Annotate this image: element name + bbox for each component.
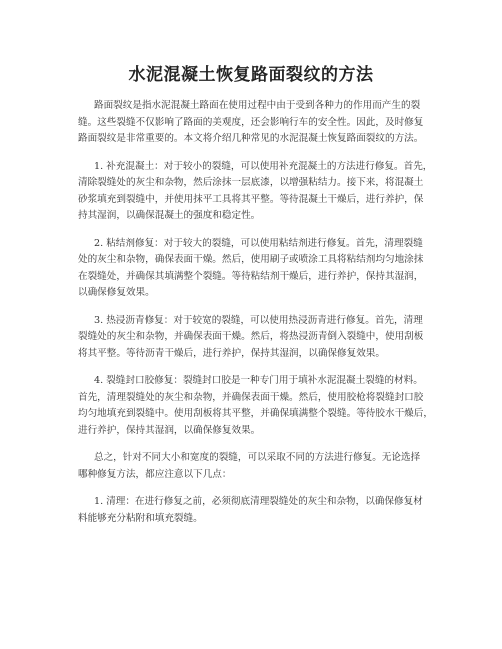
paragraph-line: 路面裂纹是指水泥混凝土路面在使用过程中由于受到各种力的作用而产生的裂 [94,100,421,111]
paragraph-line: 进行养护，保持其湿润，以确保修复效果。 [78,424,261,436]
paragraph [0,236,502,302]
paragraph-line: 哪种修复方法，都应注意以下几点： [78,468,232,480]
paragraph-line: 将其平整。等待沥青干燥后，进行养护，保持其湿润，以确保修复效果。 [78,347,385,359]
paragraph [0,313,502,363]
paragraph-line: 砂浆填充到裂缝中，并使用抹平工具将其平整。等待混凝土干燥后，进行养护，保 [78,193,424,205]
paragraph-line: 裂缝处的灰尘和杂物，并确保表面干燥。然后，将热浸沥青倒入裂缝中，使用刮板 [78,331,424,342]
document-title: 水泥混凝土恢复路面裂纹的方法 [128,65,374,85]
paragraph-line: 首先，清理裂缝处的灰尘和杂物，并确保表面干燥。然后，使用胶枪将裂缝封口胶 [78,391,424,403]
paragraph [0,98,502,148]
paragraph-line: 1. 补充混凝土：对于较小的裂缝，可以使用补充混凝土的方法进行修复。首先， [94,160,433,172]
paragraph-line: 处的灰尘和杂物，确保表面干燥。然后，使用刷子或喷涂工具将粘结剂均匀地涂抹 [78,254,424,265]
paragraph-line: 料能够充分粘附和填充裂缝。 [78,512,203,524]
paragraph-line: 4. 裂缝封口胶修复：裂缝封口胶是一种专门用于填补水泥混凝土裂缝的材料。 [94,375,423,386]
paragraph [0,373,502,439]
paragraph-line: 1. 清理：在进行修复之前，必须彻底清理裂缝处的灰尘和杂物，以确保修复材 [94,496,423,507]
paragraph-line: 以确保修复效果。 [78,287,155,298]
paragraph [0,450,502,483]
paragraph-line: 持其湿润，以确保混凝土的强度和稳定性。 [78,210,261,221]
paragraph-line: 2. 粘结剂修复：对于较大的裂缝，可以使用粘结剂进行修复。首先，清理裂缝 [94,237,423,249]
paragraph-line: 3. 热浸沥青修复：对于较宽的裂缝，可以使用热浸沥青进行修复。首先，清理 [94,314,423,326]
paragraph [0,494,502,527]
paragraph-line: 缝。这些裂缝不仅影响了路面的美观度，还会影响行车的安全性。因此，及时修复 [78,116,424,128]
paragraph-line: 清除裂缝处的灰尘和杂物，然后涂抹一层底漆，以增强粘结力。接下来，将混凝土 [78,177,424,188]
paragraph-line: 路面裂纹是非常重要的。本文将介绍几种常见的水泥混凝土恢复路面裂纹的方法。 [78,133,424,144]
paragraph-line: 总之，针对不同大小和宽度的裂缝，可以采取不同的方法进行修复。无论选择 [94,452,421,463]
paragraph [0,159,502,225]
paragraph-line: 均匀地填充到裂缝中。使用刮板将其平整，并确保填满整个裂缝。等待胶水干燥后， [78,408,433,419]
document-body [0,98,502,538]
paragraph-line: 在裂缝处，并确保其填满整个裂缝。等待粘结剂干燥后，进行养护，保持其湿润， [78,270,424,282]
